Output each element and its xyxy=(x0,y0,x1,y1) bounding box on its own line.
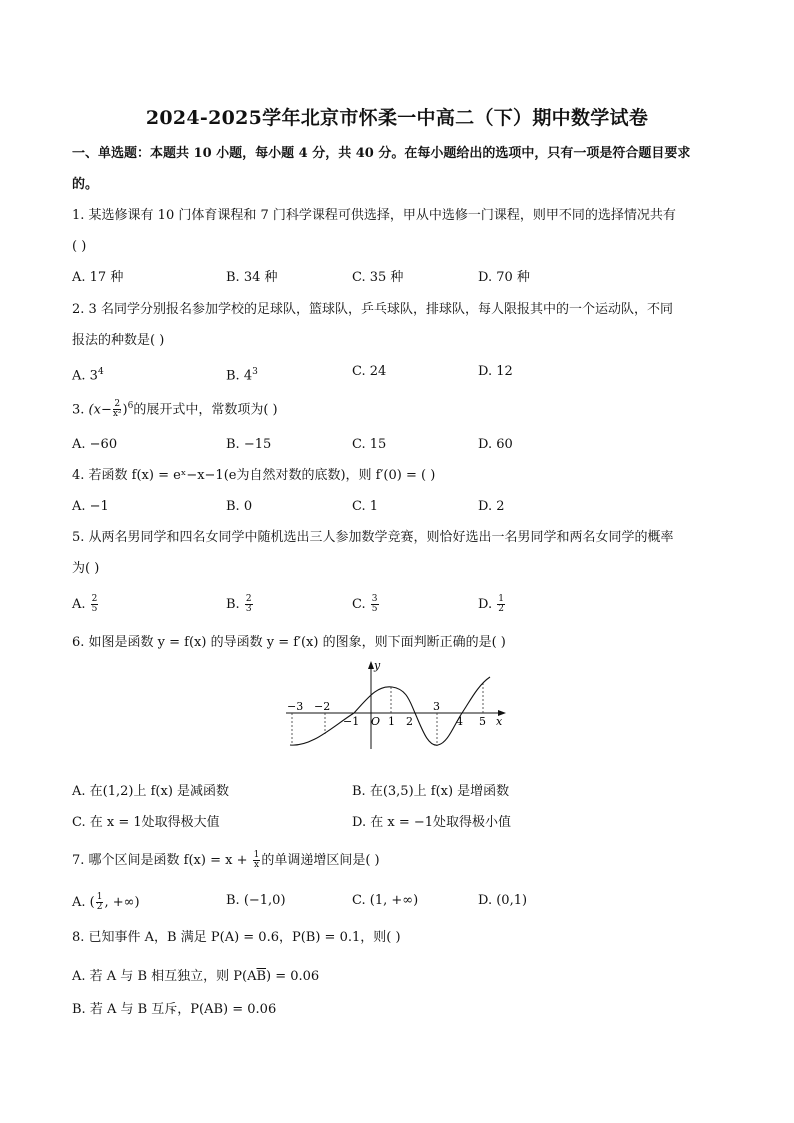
q8-option-a: A. 若 A 与 B 相互独立，则 $P(A\overline{B}) = 0.06$ xyxy=(72,969,320,984)
q5-option-b: B. $\frac{2}{3}$ xyxy=(226,594,252,614)
question-4-text: 4. 若函数 f(x) = eˣ−x−1(e为自然对数的底数)，则 f′(0) = ( ) xyxy=(72,468,436,483)
page-title: 2024-2025学年北京市怀柔一中高二（下）期中数学试卷 xyxy=(145,107,649,129)
q4-option-d: D. 2 xyxy=(478,499,505,514)
tick-label-1: 1 xyxy=(388,715,395,728)
question-5-text: 5. 从两名男同学和四名女同学中随机选出三人参加数学竞赛，则恰好选出一名男同学和两名女同学的概率 xyxy=(72,530,674,545)
section-heading: 一、单选题：本题共 10 小题，每小题 4 分，共 40 分。在每小题给出的选项中，只有一项是符合题目要求 xyxy=(72,146,691,161)
tick-label-4: 4 xyxy=(456,715,463,728)
question-1-text-cont: ( ) xyxy=(72,239,87,254)
q2-option-d: D. 12 xyxy=(478,364,513,379)
q4-option-a: A. −1 xyxy=(72,499,109,514)
q2-option-b: B. $4^3$ xyxy=(226,367,258,384)
q1-option-b: B. 34 种 xyxy=(226,270,278,285)
fraction: $\frac{2}{\text{x²}}$ xyxy=(112,399,122,420)
q5-option-d: D. $\frac{1}{2}$ xyxy=(478,594,504,614)
q4-option-c: C. 1 xyxy=(352,499,379,514)
question-6-text: 6. 如图是函数 y = f(x) 的导函数 y = f′(x) 的图象，则下面判断正确的是( ) xyxy=(72,635,506,650)
q8-option-b: B. 若 A 与 B 互斥，P(AB) = 0.06 xyxy=(72,1002,277,1017)
tick-label-2: 2 xyxy=(406,715,413,728)
question-1-text: 1. 某选修课有 10 门体育课程和 7 门科学课程可供选择，甲从中选修一门课程，则甲不同的选择情况共有 xyxy=(72,208,676,223)
q6-option-b: B. 在(3,5)上 f(x) 是增函数 xyxy=(352,784,510,799)
tick-label-minus-3: −3 xyxy=(287,700,304,713)
question-8-text: 8. 已知事件 A，B 满足 P(A) = 0.6，P(B) = 0.1，则( ) xyxy=(72,930,401,945)
q3-option-d: D. 60 xyxy=(478,437,513,452)
q7-option-c: C. (1, +∞) xyxy=(352,893,419,908)
q7-option-d: D. (0,1) xyxy=(478,893,528,908)
q6-option-a: A. 在(1,2)上 f(x) 是减函数 xyxy=(72,784,230,799)
origin-label: O xyxy=(371,715,381,728)
tick-label-5: 5 xyxy=(479,715,486,728)
q5-option-a: A. $\frac{2}{5}$ xyxy=(72,594,98,614)
question-5-text-cont: 为( ) xyxy=(72,561,100,576)
derivative-graph xyxy=(282,657,512,752)
q7-option-a: A. ( $\frac{1}{2}$ , +∞) xyxy=(72,892,140,912)
q6-option-d: D. 在 x = −1处取得极小值 xyxy=(352,815,512,830)
q3-option-b: B. −15 xyxy=(226,437,272,452)
q7-option-b: B. (−1,0) xyxy=(226,893,286,908)
x-axis-label: x xyxy=(496,715,503,728)
tick-label-3: 3 xyxy=(433,700,440,713)
q2-option-c: C. 24 xyxy=(352,364,387,379)
section-heading-cont: 的。 xyxy=(72,177,99,192)
q4-option-b: B. 0 xyxy=(226,499,253,514)
q3-option-c: C. 15 xyxy=(352,437,387,452)
question-3-text: 3. (x− $\frac{2}{\text{x²}}$ )$^6$的展开式中，常数项为( ) xyxy=(72,399,278,420)
y-axis-label: y xyxy=(374,659,381,672)
q2-option-a: A. $3^4$ xyxy=(72,367,104,384)
tick-label-minus-2: −2 xyxy=(314,700,331,713)
tick-label-minus-1: −1 xyxy=(343,715,360,728)
question-7-text: 7. 哪个区间是函数 f(x) = x + $\frac{1}{x}$ 的单调递增区间是( ) xyxy=(72,850,380,870)
q1-option-a: A. 17 种 xyxy=(72,270,124,285)
q3-option-a: A. −60 xyxy=(72,437,118,452)
q1-option-c: C. 35 种 xyxy=(352,270,404,285)
q1-option-d: D. 70 种 xyxy=(478,270,530,285)
q5-option-c: C. $\frac{3}{5}$ xyxy=(352,594,378,614)
q6-option-c: C. 在 x = 1处取得极大值 xyxy=(72,815,220,830)
question-2-text-cont: 报法的种数是( ) xyxy=(72,333,165,348)
question-2-text: 2. 3 名同学分别报名参加学校的足球队，篮球队，乒乓球队，排球队，每人限报其中的一个运动队，不同 xyxy=(72,302,673,317)
